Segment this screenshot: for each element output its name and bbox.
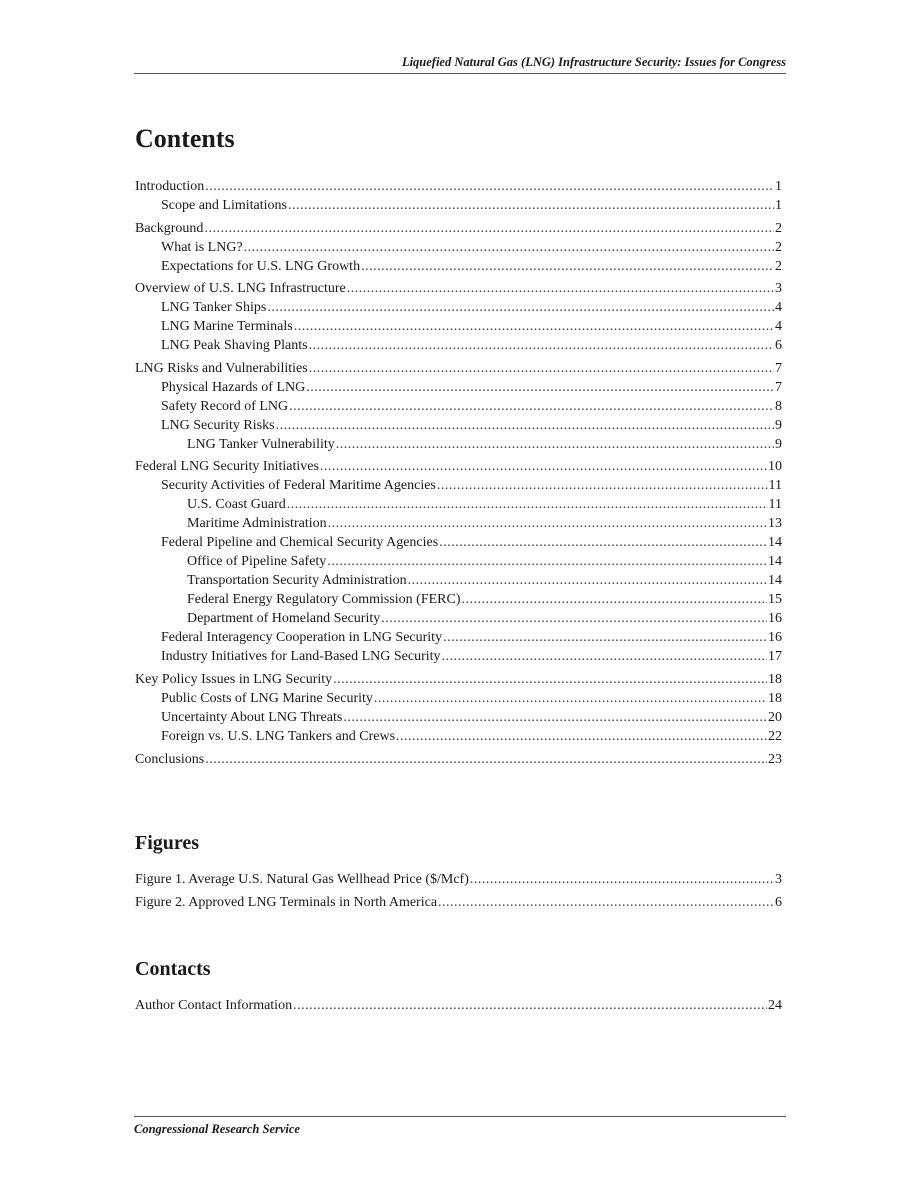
toc-entry[interactable] <box>135 378 782 397</box>
toc-entry-title: Federal Pipeline and Chemical Security Agencies <box>161 535 439 551</box>
dot-leader <box>276 416 774 435</box>
toc-entry-page: 6 <box>775 894 782 910</box>
toc-entry[interactable] <box>135 177 782 196</box>
toc-entry[interactable] <box>135 514 782 533</box>
running-header: Liquefied Natural Gas (LNG) Infrastructure Security: Issues for Congress <box>134 55 786 74</box>
toc-entry-title: Background <box>135 220 204 236</box>
toc-entry-title: Introduction <box>135 179 205 194</box>
toc-entry-page: 7 <box>775 360 782 376</box>
toc-entry[interactable] <box>135 476 782 495</box>
toc-entry-page: 1 <box>775 198 782 213</box>
toc-entry-page: 2 <box>775 258 782 274</box>
toc-entry-title: Department of Homeland Security <box>187 611 381 627</box>
dot-leader <box>309 336 774 355</box>
dot-leader <box>374 689 767 708</box>
toc-entry[interactable] <box>135 727 782 746</box>
toc-entry[interactable] <box>135 257 782 276</box>
dot-leader <box>309 359 774 378</box>
dot-leader <box>408 571 767 590</box>
dot-leader <box>343 708 767 727</box>
toc-entry-page: 4 <box>775 300 782 316</box>
toc-entry-page: 18 <box>768 690 782 706</box>
toc-entry-title: Conclusions <box>135 751 205 767</box>
contents-list <box>135 177 782 769</box>
running-footer: Congressional Research Service <box>134 1116 786 1137</box>
toc-entry-title: LNG Tanker Vulnerability <box>187 436 335 452</box>
toc-entry-page: 9 <box>775 436 782 452</box>
dot-leader <box>288 196 774 215</box>
toc-entry-title: Figure 1. Average U.S. Natural Gas Wellhead Price ($/Mcf) <box>135 872 469 887</box>
toc-entry-title: Scope and Limitations <box>161 198 287 213</box>
dot-leader <box>287 495 768 514</box>
toc-entry-title: Transportation Security Administration <box>187 573 407 589</box>
toc-entry-page: 16 <box>768 611 782 627</box>
toc-entry-title: Security Activities of Federal Maritime Agencies <box>161 478 436 494</box>
toc-entry-page: 10 <box>768 459 782 475</box>
toc-entry[interactable] <box>135 647 782 666</box>
dot-leader <box>336 435 774 454</box>
toc-entry-page: 15 <box>768 592 782 608</box>
dot-leader <box>439 533 767 552</box>
toc-entry-title: Federal Energy Regulatory Commission (FERC) <box>187 592 461 608</box>
toc-entry-title: U.S. Coast Guard <box>187 497 286 513</box>
toc-entry-page: 11 <box>768 497 782 513</box>
toc-entry[interactable] <box>135 298 782 317</box>
dot-leader <box>294 317 774 336</box>
toc-entry[interactable] <box>135 893 782 912</box>
dot-leader <box>470 870 774 889</box>
toc-entry[interactable] <box>135 336 782 355</box>
toc-entry-title: Federal Interagency Cooperation in LNG Security <box>161 630 443 646</box>
toc-entry-page: 2 <box>775 239 782 255</box>
figures-list <box>135 870 782 912</box>
contacts-list <box>135 996 782 1015</box>
toc-entry[interactable] <box>135 196 782 215</box>
dot-leader <box>361 257 774 276</box>
toc-entry-page: 16 <box>768 630 782 646</box>
toc-entry-title: LNG Peak Shaving Plants <box>161 338 308 354</box>
toc-entry[interactable] <box>135 628 782 647</box>
contacts-heading: Contacts <box>135 958 211 980</box>
toc-entry-title: Federal LNG Security Initiatives <box>135 459 319 475</box>
dot-leader <box>306 378 774 397</box>
dot-leader <box>205 750 767 769</box>
dot-leader <box>267 298 774 317</box>
toc-entry[interactable] <box>135 870 782 889</box>
toc-entry-title: Figure 2. Approved LNG Terminals in North America <box>135 894 438 910</box>
dot-leader <box>438 893 774 912</box>
dot-leader <box>327 552 767 571</box>
toc-entry-page: 11 <box>768 478 782 494</box>
toc-entry-title: Physical Hazards of LNG <box>161 379 306 395</box>
toc-entry[interactable] <box>135 750 782 769</box>
toc-entry-title: Public Costs of LNG Marine Security <box>161 690 373 706</box>
dot-leader <box>442 647 767 666</box>
toc-entry-title: Key Policy Issues in LNG Security <box>135 671 333 687</box>
toc-entry[interactable] <box>135 317 782 336</box>
toc-entry-title: Foreign vs. U.S. LNG Tankers and Crews <box>161 728 396 744</box>
contents-heading: Contents <box>135 124 235 153</box>
toc-entry-title: Uncertainty About LNG Threats <box>161 709 343 725</box>
toc-entry[interactable] <box>135 590 782 609</box>
toc-entry-page: 17 <box>768 649 782 665</box>
dot-leader <box>443 628 767 647</box>
dot-leader <box>293 996 767 1015</box>
toc-entry[interactable] <box>135 708 782 727</box>
toc-entry-page: 22 <box>768 728 782 744</box>
dot-leader <box>328 514 767 533</box>
toc-entry-page: 14 <box>768 535 782 551</box>
toc-entry[interactable] <box>135 571 782 590</box>
toc-entry[interactable] <box>135 670 782 689</box>
dot-leader <box>205 177 774 196</box>
dot-leader <box>320 457 767 476</box>
toc-entry[interactable] <box>135 238 782 257</box>
dot-leader <box>289 397 774 416</box>
dot-leader <box>437 476 768 495</box>
toc-entry[interactable] <box>135 435 782 454</box>
toc-entry-page: 4 <box>775 319 782 335</box>
toc-entry[interactable] <box>135 552 782 571</box>
toc-entry-title: Author Contact Information <box>135 998 293 1013</box>
toc-entry-page: 18 <box>768 671 782 687</box>
dot-leader <box>347 279 774 298</box>
dot-leader <box>462 590 768 609</box>
toc-entry-title: Safety Record of LNG <box>161 398 289 414</box>
toc-entry-title: LNG Marine Terminals <box>161 319 293 335</box>
toc-entry-page: 14 <box>768 554 782 570</box>
figures-heading: Figures <box>135 832 200 854</box>
toc-entry-page: 20 <box>768 709 782 725</box>
dot-leader <box>204 219 774 238</box>
toc-entry-page: 8 <box>775 398 782 414</box>
dot-leader <box>244 238 774 257</box>
toc-entry-page: 6 <box>775 338 782 354</box>
toc-entry[interactable] <box>135 533 782 552</box>
toc-entry-page: 9 <box>775 417 782 433</box>
toc-entry-title: Overview of U.S. LNG Infrastructure <box>135 281 346 297</box>
dot-leader <box>333 670 767 689</box>
toc-entry-title: Maritime Administration <box>187 516 327 532</box>
toc-entry[interactable] <box>135 609 782 628</box>
toc-entry-title: Office of Pipeline Safety <box>187 554 327 570</box>
toc-entry-page: 3 <box>775 872 782 887</box>
toc-entry-title: Industry Initiatives for Land-Based LNG Security <box>161 649 441 665</box>
toc-entry-page: 23 <box>768 751 782 767</box>
toc-entry[interactable] <box>135 689 782 708</box>
toc-entry-page: 13 <box>768 516 782 532</box>
toc-entry-title: Expectations for U.S. LNG Growth <box>161 258 361 274</box>
toc-entry-page: 24 <box>768 998 782 1013</box>
dot-leader <box>396 727 767 746</box>
toc-entry-page: 7 <box>775 379 782 395</box>
toc-entry[interactable] <box>135 279 782 298</box>
toc-entry-page: 2 <box>775 220 782 236</box>
toc-entry[interactable] <box>135 495 782 514</box>
toc-entry[interactable] <box>135 397 782 416</box>
toc-entry-page: 14 <box>768 573 782 589</box>
toc-entry-page: 1 <box>775 179 782 194</box>
toc-entry-title: LNG Security Risks <box>161 417 275 433</box>
toc-entry-title: LNG Risks and Vulnerabilities <box>135 360 308 376</box>
toc-entry[interactable] <box>135 359 782 378</box>
dot-leader <box>381 609 767 628</box>
toc-entry-page: 3 <box>775 281 782 297</box>
toc-entry-title: What is LNG? <box>161 239 243 255</box>
toc-entry[interactable] <box>135 996 782 1015</box>
toc-entry-title: LNG Tanker Ships <box>161 300 267 316</box>
toc-entry[interactable] <box>135 457 782 476</box>
toc-entry[interactable] <box>135 219 782 238</box>
toc-entry[interactable] <box>135 416 782 435</box>
